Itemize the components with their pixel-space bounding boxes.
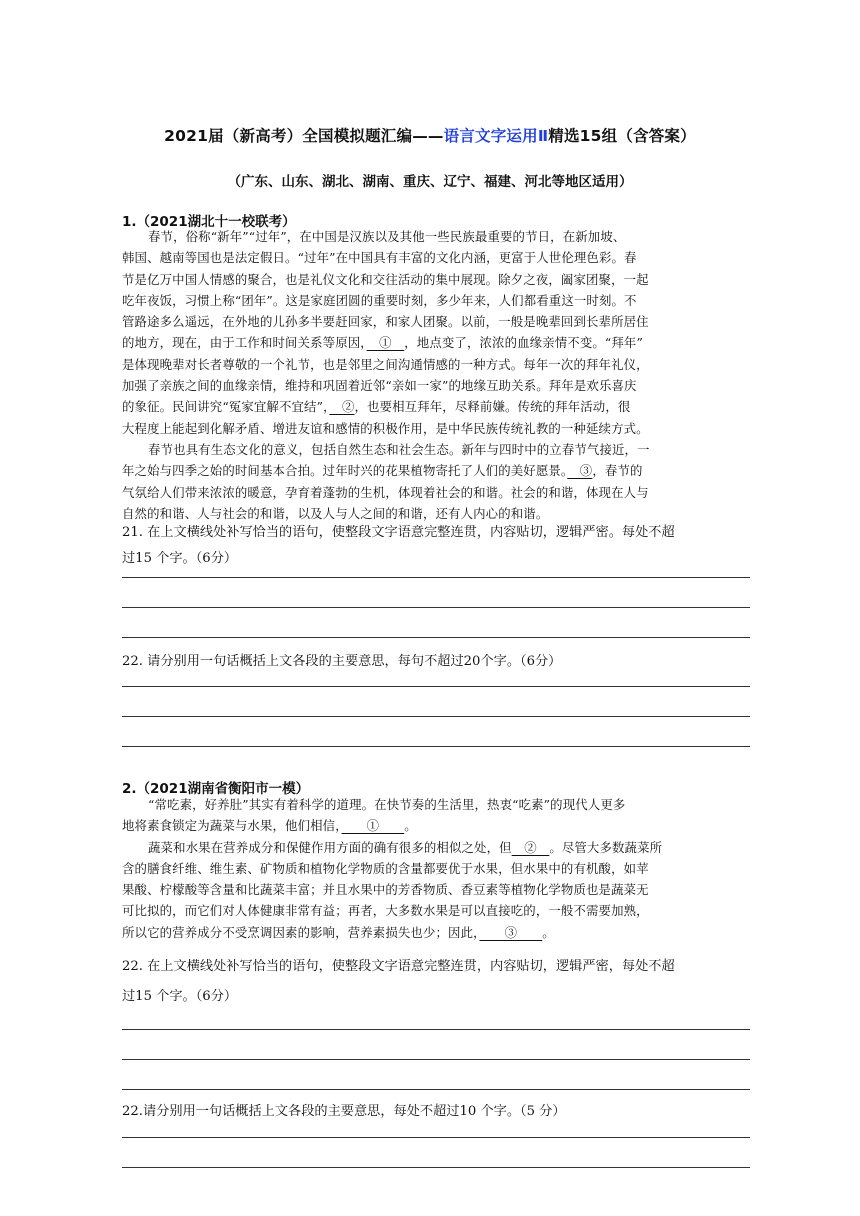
passage-line: 吃年夜饭，习惯上称“团年”。这是家庭团圆的重要时刻，多少年来，人们都看重这一时刻。不 — [122, 292, 637, 308]
passage-line: 韩国、越南等国也是法定假日。“过年”在中国具有丰富的文化内涵，更富于人世伦理色彩。春 — [122, 250, 637, 266]
document-subtitle: （广东、山东、湖北、湖南、重庆、辽宁、福建、河北等地区适用） — [227, 174, 633, 190]
blank-3: ③ — [567, 463, 593, 479]
title-highlight: 语言文字运用Ⅱ — [443, 127, 549, 145]
passage-text: ，也要相互拜年，尽释前嫌。传统的拜年活动，很 — [354, 399, 631, 415]
passage-text: 。尽管大多数蔬菜所 — [549, 839, 663, 855]
question-text: 22.请分别用一句话概括上文各段的主要意思，每处不超过10 个字。（5 分） — [122, 1104, 566, 1119]
question-text: 21. 在上文横线处补写恰当的语句，使整段文字语意完整连贯，内容贴切，逻辑严密。每处不超 — [122, 525, 675, 540]
section-1-passage — [122, 226, 758, 524]
passage-line — [122, 460, 758, 481]
passage-text: 蔬菜和水果在营养成分和保健作用方面的确有很多的相似之处，但 — [148, 839, 512, 855]
answer-line[interactable] — [122, 716, 750, 717]
section-2-passage — [122, 794, 758, 943]
section-2-heading: 2.（2021湖南省衡阳市一模） — [122, 781, 310, 797]
question-text: 过15 个字。（6分） — [122, 551, 238, 566]
answer-line[interactable] — [122, 1089, 750, 1090]
question-text: 22. 请分别用一句话概括上文各段的主要意思，每句不超过20个字。（6分） — [122, 654, 562, 669]
question-22 — [122, 649, 762, 675]
passage-text: 的地方，现在，由于工作和时间关系等原因， — [122, 335, 367, 351]
answer-line[interactable] — [122, 637, 750, 638]
passage-line: 管路途多么遥远，在外地的儿孙多半要赶回家，和家人团聚。以前，一般是晚辈回到长辈所居住 — [122, 314, 649, 330]
answer-line[interactable] — [122, 1029, 750, 1030]
passage-line: 自然的和谐、人与社会的和谐，以及人与人之间的和谐，还有人内心的和谐。 — [122, 505, 549, 521]
blank-1: ① — [341, 818, 405, 834]
blank-3: ③ — [479, 924, 543, 940]
passage-line: “常吃素，好养肚”其实有着科学的道理。在快节奏的生活里，热衷“吃素”的现代人更多 — [148, 797, 626, 812]
passage-line: 加强了亲族之间的血缘亲情，维持和巩固着近邻“亲如一家”的地缘互助关系。拜年是欢乐喜庆 — [122, 378, 637, 394]
blank-2: ② — [511, 839, 550, 855]
passage-line — [122, 837, 758, 858]
answer-line[interactable] — [122, 577, 750, 578]
question-21 — [122, 520, 762, 572]
question-22-fill — [122, 952, 762, 1012]
passage-text: ，地点变了，浓浓的血缘亲情不变。“拜年” — [404, 335, 643, 351]
passage-line: 节是亿万中国人情感的聚合，也是礼仪文化和交往活动的集中展现。除夕之夜，阖家团聚，一起 — [122, 271, 649, 287]
passage-line — [122, 815, 758, 836]
answer-line[interactable] — [122, 686, 750, 687]
document-title — [0, 124, 860, 146]
passage-text: 所以它的营养成分不受烹调因素的影响，营养素损失也少；因此， — [122, 924, 480, 940]
blank-2: ② — [329, 399, 355, 415]
answer-line[interactable] — [122, 1059, 750, 1060]
passage-text: ，春节的 — [592, 463, 643, 479]
passage-line — [122, 922, 758, 943]
passage-text: 。 — [404, 818, 417, 834]
question-22-summary — [122, 1099, 762, 1125]
question-text: 22. 在上文横线处补写恰当的语句，使整段文字语意完整连贯，内容贴切，逻辑严密，每处不超 — [122, 959, 675, 974]
passage-line: 可比拟的，而它们对人体健康非常有益；再者，大多数水果是可以直接吃的，一般不需要加熟， — [122, 903, 649, 919]
title-prefix: 2021届（新高考）全国模拟题汇编—— — [164, 127, 444, 145]
passage-line: 是体现晚辈对长者尊敬的一个礼节，也是邻里之间沟通情感的一种方式。每年一次的拜年礼仪， — [122, 356, 649, 372]
answer-line[interactable] — [122, 607, 750, 608]
passage-text: 。 — [542, 924, 555, 940]
passage-text: 年之始与四季之始的时间基本合拍。过年时兴的花果植物寄托了人们的美好愿景。 — [122, 463, 568, 479]
passage-line: 大程度上能起到化解矛盾、增进友谊和感情的积极作用，是中华民族传统礼教的一种延续方式。 — [122, 420, 649, 436]
passage-line — [122, 396, 758, 417]
blank-1: ① — [366, 335, 405, 351]
passage-line — [122, 332, 758, 353]
section-1-heading: 1.（2021湖北十一校联考） — [122, 214, 296, 230]
passage-line: 春节也具有生态文化的意义，包括自然生态和社会生态。新年与四时中的立春节气接近，一 — [148, 441, 650, 457]
question-text: 过15 个字。（6分） — [122, 989, 238, 1004]
passage-text: 的象征。民间讲究“冤家宜解不宜结”， — [122, 399, 330, 415]
answer-line[interactable] — [122, 1137, 750, 1138]
title-suffix: 精选15组（含答案） — [548, 127, 696, 145]
passage-line: 含的膳食纤维、维生素、矿物质和植物化学物质的含量都要优于水果，但水果中的有机酸，如苹 — [122, 860, 649, 876]
answer-line[interactable] — [122, 1167, 750, 1168]
answer-line[interactable] — [122, 746, 750, 747]
passage-line: 果酸、柠檬酸等含量和比蔬菜丰富；并且水果中的芳香物质、香豆素等植物化学物质也是蔬菜无 — [122, 882, 649, 898]
passage-line: 春节，俗称“新年”“过年”，在中国是汉族以及其他一些民族最重要的节日，在新加坡、 — [148, 229, 626, 244]
passage-text: 地将素食锁定为蔬菜与水果，他们相信， — [122, 818, 342, 834]
passage-line: 气氛给人们带来浓浓的暖意，孕育着蓬勃的生机，体现着社会的和谐。社会的和谐，体现在人与 — [122, 484, 649, 500]
